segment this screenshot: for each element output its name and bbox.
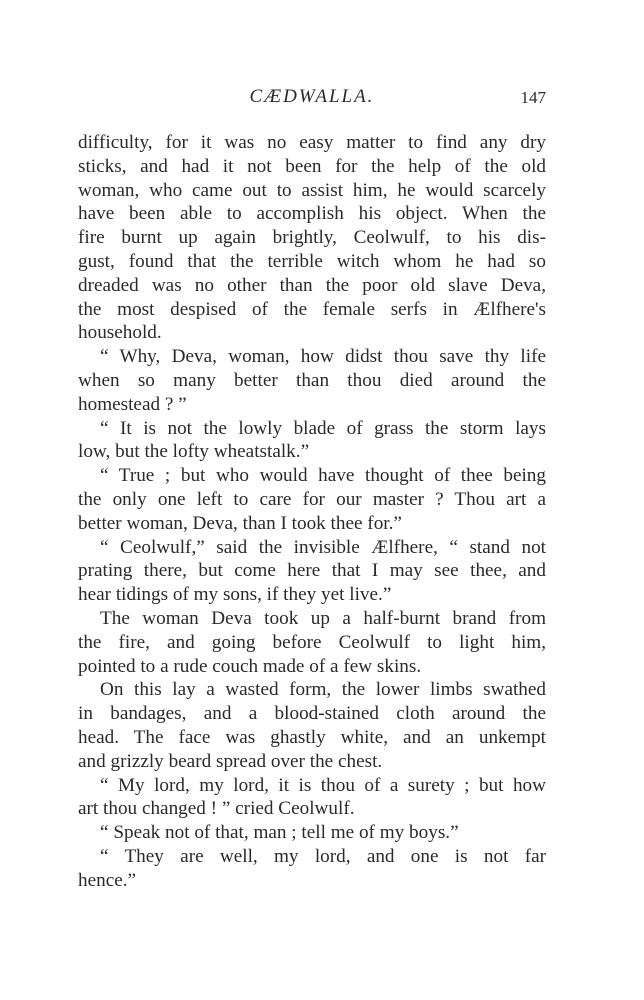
text-line: the most despised of the female serfs in Ælfhere's [78,298,546,320]
paragraph [78,845,546,893]
paragraph [78,131,546,345]
text-line: better woman, Deva, than I took thee for.” [78,512,402,534]
text-line: “ Ceolwulf,” said the invisible Ælfhere, “ stand not [100,536,546,558]
paragraph [78,821,546,845]
text-line: the only one left to care for our master ? Thou art a [78,488,546,510]
text-line: hence.” [78,869,137,891]
paragraph [78,678,546,773]
paragraph [78,345,546,416]
text-line: the fire, and going before Ceolwulf to light him, [78,631,546,653]
text-line: in bandages, and a blood-stained cloth around the [78,703,546,725]
paragraph [78,464,546,535]
text-line: gust, found that the terrible witch whom he had so [78,250,546,272]
running-title: CÆDWALLA. [249,86,375,107]
text-line: dreaded was no other than the poor old slave Deva, [78,274,546,296]
text-line: household. [78,322,162,344]
text-line: low, but the lofty wheatstalk.” [78,441,310,463]
text-line: woman, who came out to assist him, he would scarcely [78,179,546,201]
text-line: and grizzly beard spread over the chest. [78,750,383,772]
text-line: “ My lord, my lord, it is thou of a surety ; but how [100,774,546,796]
text-line: The woman Deva took up a half-burnt brand from [100,607,546,629]
paragraph [78,774,546,822]
page-header [78,86,546,116]
text-line: “ It is not the lowly blade of grass the storm lays [100,417,546,439]
paragraph [78,417,546,465]
text-line: pointed to a rude couch made of a few skins. [78,655,422,677]
text-line: “ They are well, my lord, and one is not far [100,845,546,867]
text-line: have been able to accomplish his object. When the [78,203,546,225]
page-number: 147 [520,88,546,107]
text-line: sticks, and had it not been for the help of the old [78,155,546,177]
paragraph [78,607,546,678]
paragraph [78,536,546,607]
text-line: “ True ; but who would have thought of thee being [100,465,546,487]
body-text [78,131,546,893]
text-line: fire burnt up again brightly, Ceolwulf, to his dis- [78,227,546,249]
text-line: hear tidings of my sons, if they yet live.” [78,584,392,606]
text-line: prating there, but come here that I may see thee, and [78,560,546,582]
text-line: difficulty, for it was no easy matter to find any dry [78,132,546,153]
text-line: head. The face was ghastly white, and an unkempt [78,726,546,748]
text-line: art thou changed ! ” cried Ceolwulf. [78,798,355,820]
text-line: “ Speak not of that, man ; tell me of my boys.” [100,822,459,844]
text-line: when so many better than thou died around the [78,369,546,391]
text-line: homestead ? ” [78,393,187,415]
text-line: On this lay a wasted form, the lower limbs swathed [100,679,546,701]
text-line: “ Why, Deva, woman, how didst thou save thy life [100,346,546,368]
